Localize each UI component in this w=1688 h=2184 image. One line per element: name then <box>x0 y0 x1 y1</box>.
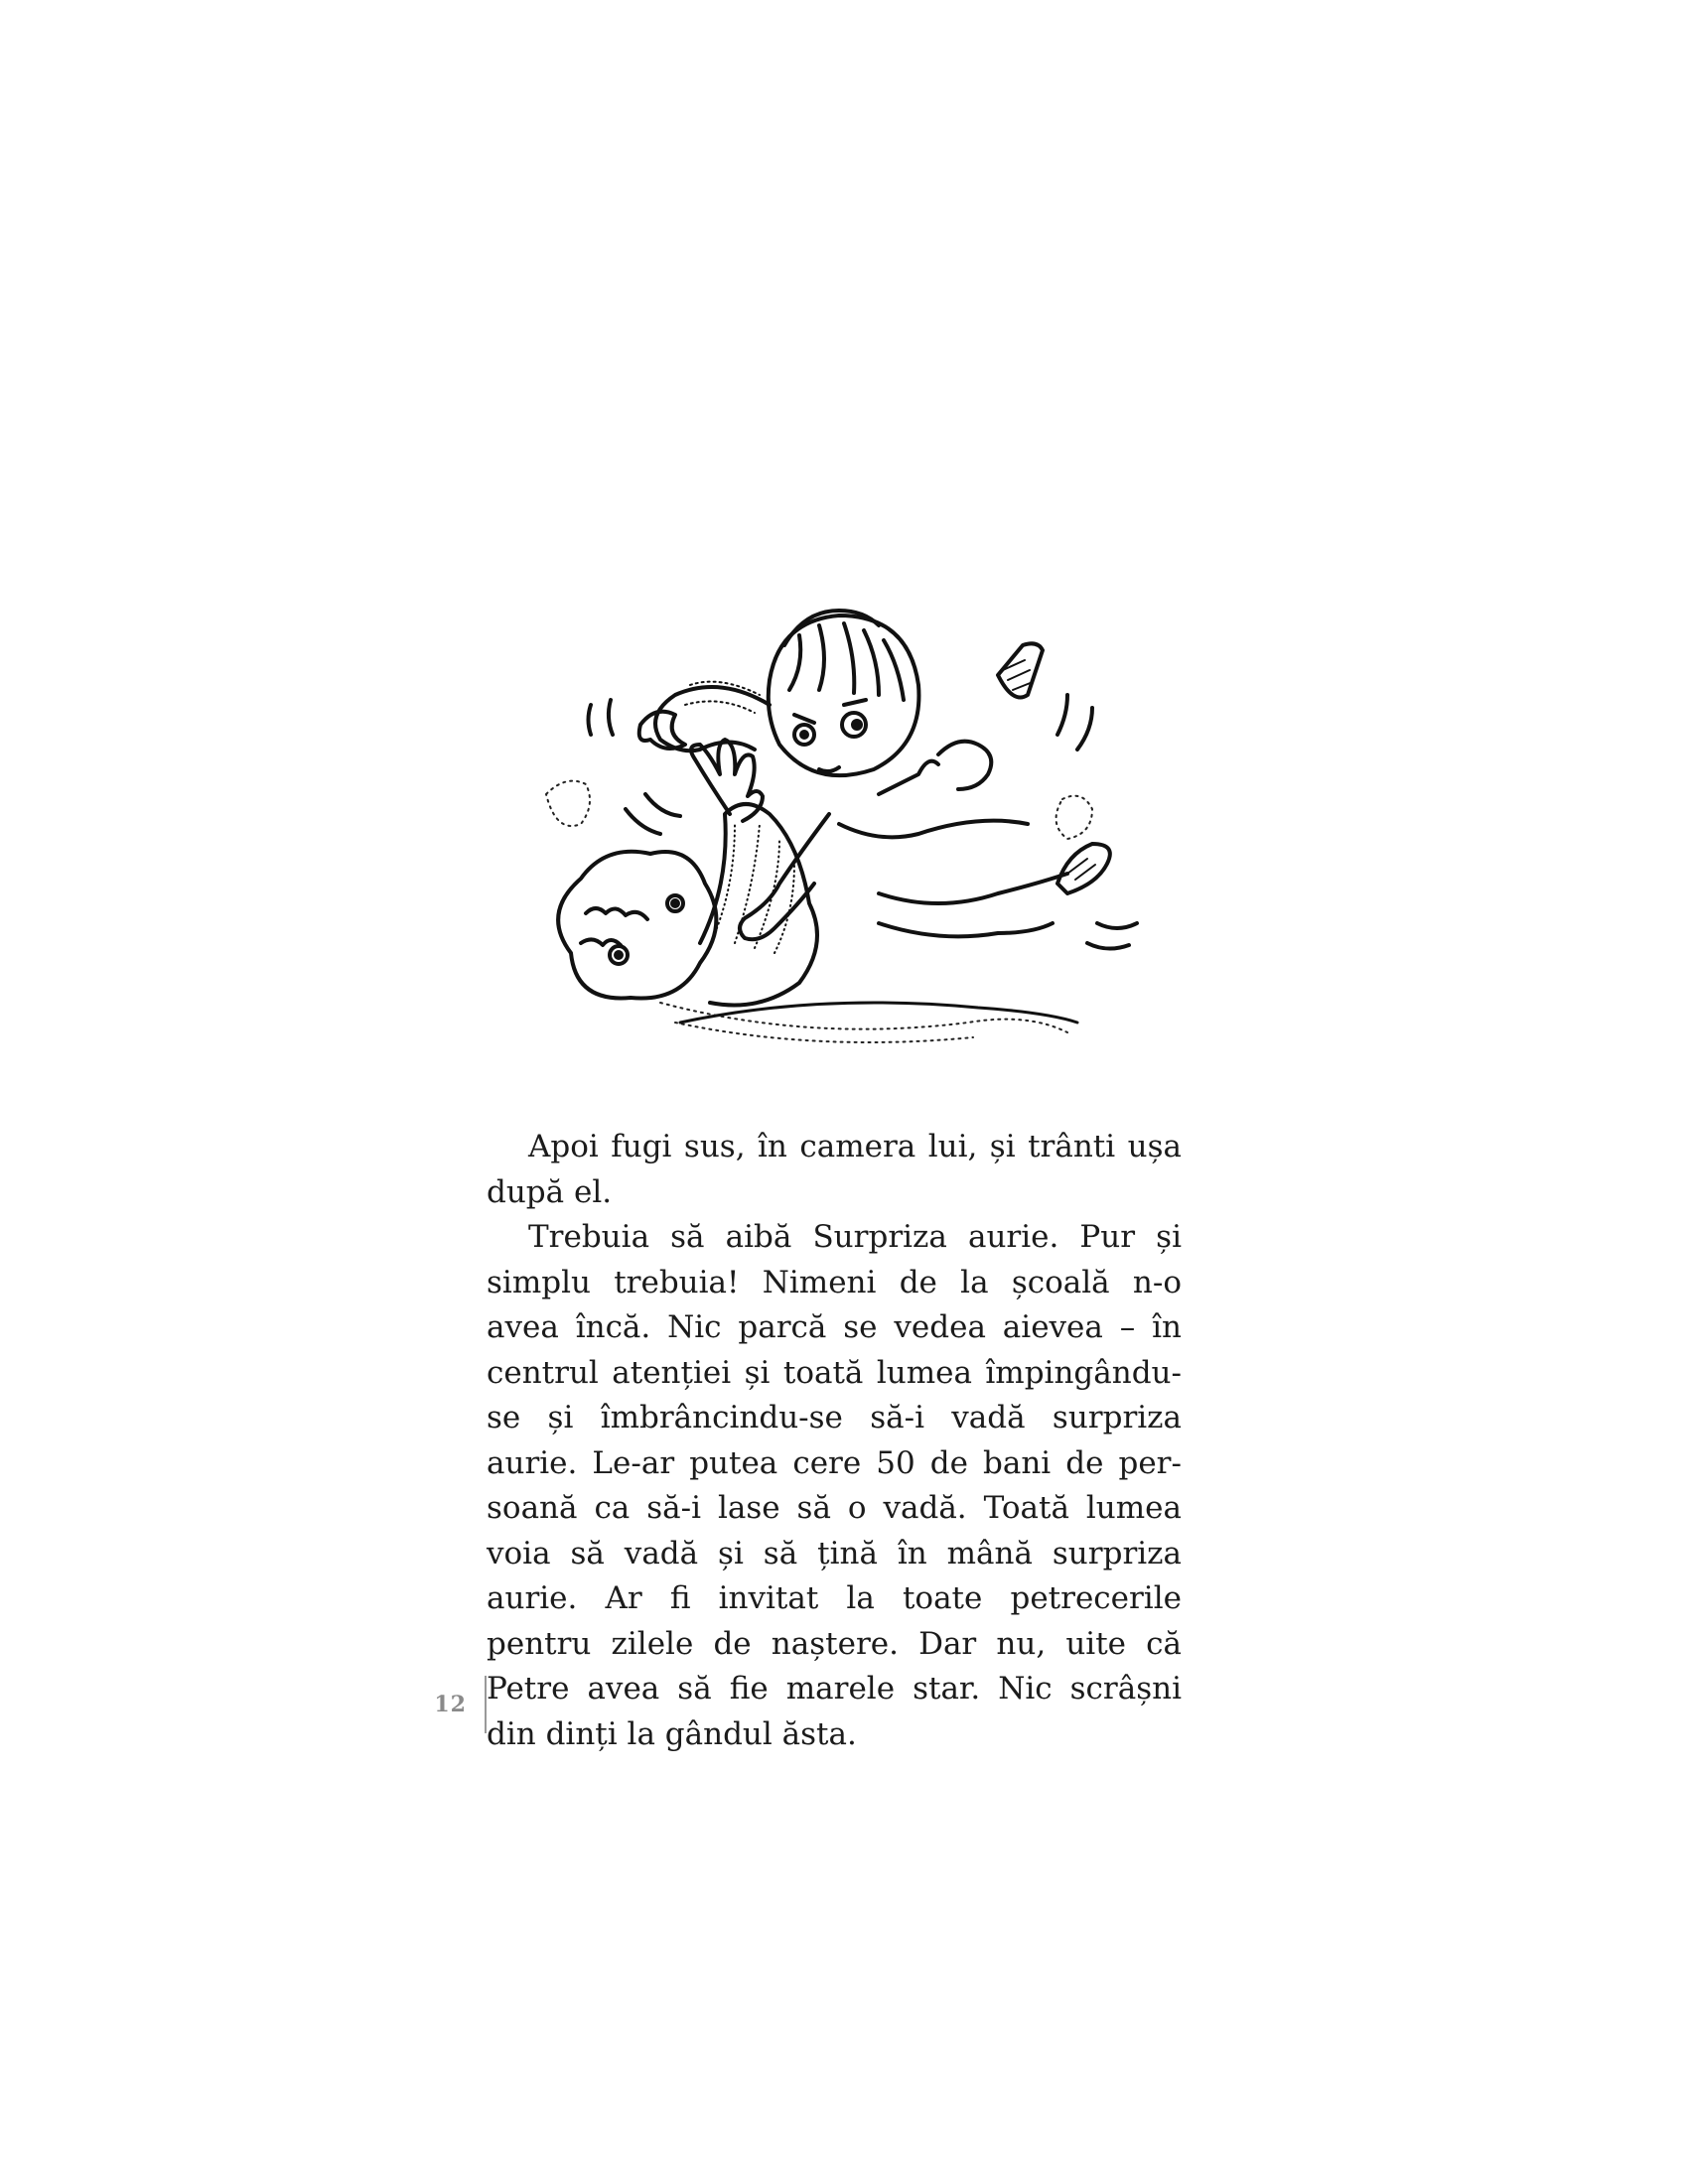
two-boys-fighting-illustration <box>501 586 1157 1072</box>
page-number: 12 <box>434 1692 467 1717</box>
paragraph: Apoi fugi sus, în camera lui, și trânti ușa după el. <box>487 1129 1182 1210</box>
paragraph: Trebuia să aibă Surpriza aurie. Pur și simplu trebuia! Nimeni de la școală n-o avea încă. Nic parcă se vedea aievea – în centrul atenției și toată lumea împingându-se și îmbrâncindu-se să-i vadă surpriza aurie. Le-ar putea cere 50 de bani de persoană ca să-i lase să o vadă. Toată lumea voia să vadă și să țină în mână surpriza aurie. Ar fi invitat la toate petrecerile pentru zilele de naștere. Dar nu, uite că Petre avea să fie marele star. Nic scrâșni din dinți la gândul ăsta. <box>487 1219 1182 1752</box>
illustration-drawing <box>501 586 1157 1072</box>
story-text <box>487 1125 1182 1757</box>
page-divider <box>485 1676 487 1733</box>
